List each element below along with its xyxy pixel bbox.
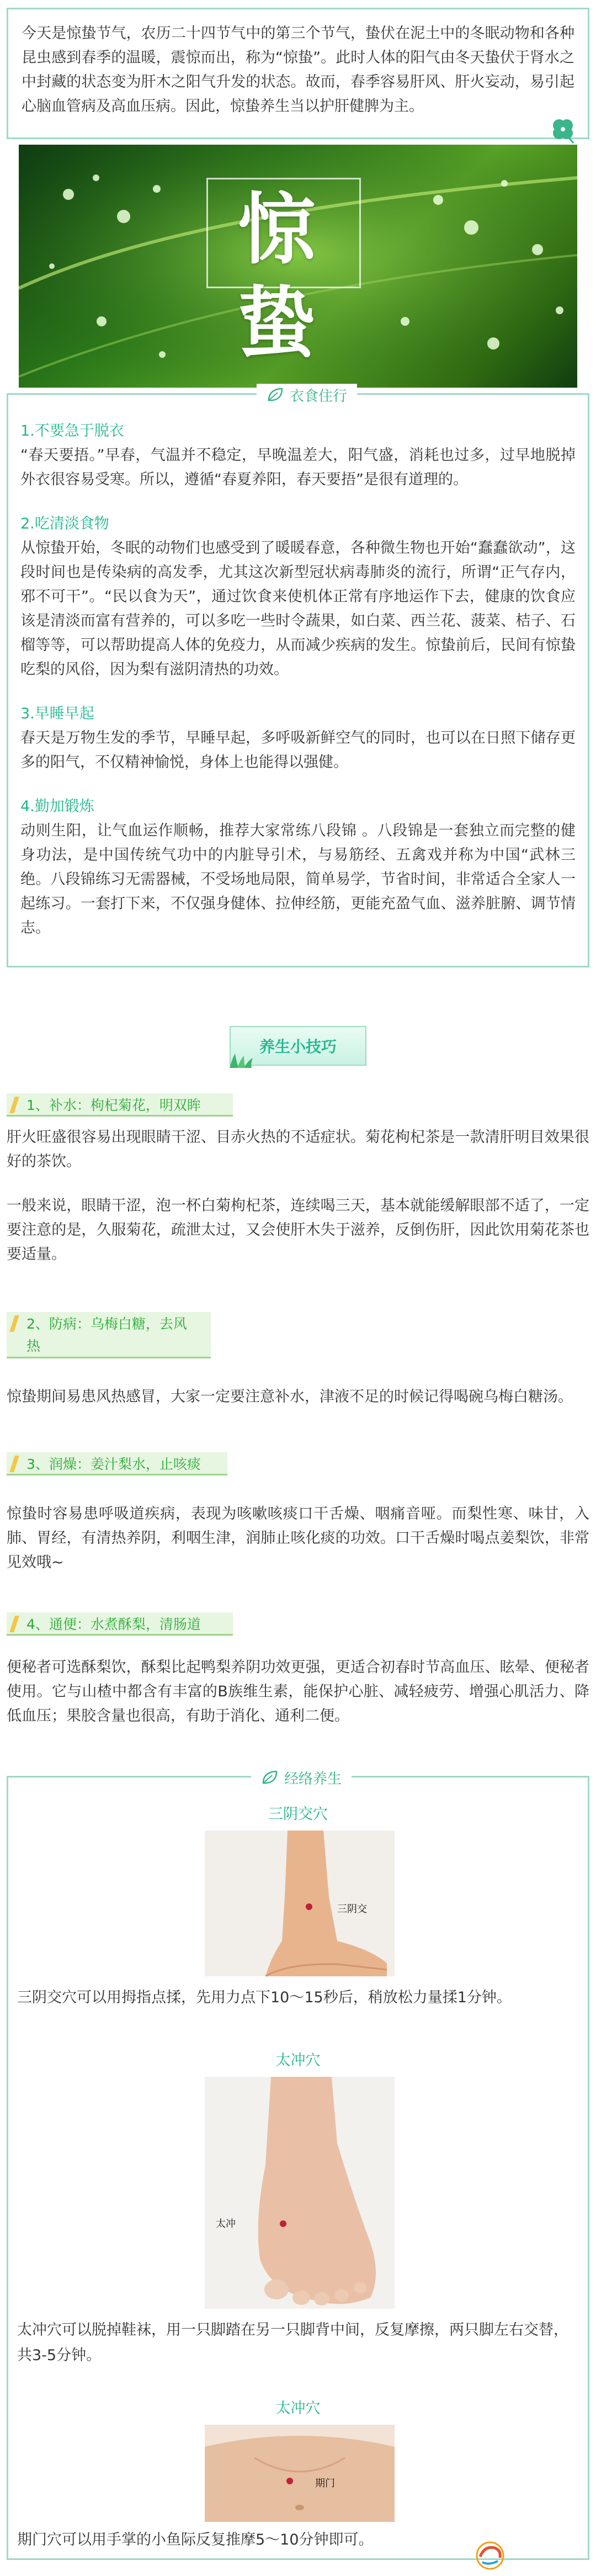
acupoint-marker — [286, 2478, 293, 2484]
tip-paragraph: 一般来说，眼睛干涩，泡一杯白菊枸杞茶，连续喝三天，基本就能缓解眼部不适了，一定要注意的是，久服菊花，疏泄太过，又会使肝木失于滋养，反倒伤肝，因此饮用菊花茶也要适量。 — [7, 1197, 589, 1263]
torso-photo — [205, 2425, 395, 2522]
tip-heading-text: 1、补水：枸杞菊花，明双眸 — [26, 1097, 201, 1113]
paragraph: “春天要捂。”早春，气温并不稳定，早晚温差大，阳气盛，消耗也过多，过早地脱掉外衣很容易受寒。所以，遵循“春夏养阳，春天要捂”是很有道理的。 — [20, 447, 576, 488]
paragraph: 动则生阳，让气血运作顺畅，推荐大家常练八段锦 。八段锦是一套独立而完整的健身功法，是中国传统气功中的内脏导引术，与易筋经、五禽戏并称为中国“武林三绝。八段锦练习无需器械，不受场地局限，简单易学，节省时间，非常适合全家人一起练习。一套打下来，不仅强身健体、拉伸经筋，更能充盈气血、滋养脏腑、调节情志。 — [20, 822, 576, 937]
tips-banner-label: 养生小技巧 — [259, 1038, 337, 1056]
tip-heading — [7, 1612, 233, 1636]
tip-paragraph: 便秘者可选酥梨饮，酥梨比起鸭梨养阴功效更强，更适合初春时节高血压、眩晕、便秘者使用。它与山楂中都含有丰富的B族维生素，能保护心脏、减轻疲劳、增强心肌活力、降低血压；果胶含量也很高，有助于消化、通利二便。 — [7, 1659, 589, 1725]
tips-banner — [230, 1026, 366, 1066]
tip-paragraph: 惊蛰时容易患呼吸道疾病，表现为咳嗽咳痰口干舌燥、咽痛音哑。而梨性寒、味甘，入肺、胃经，有清热养阴，利咽生津，润肺止咳化痰的功效。口干舌燥时喝点姜梨饮，非常见效哦~ — [7, 1505, 589, 1571]
clover-icon — [548, 114, 578, 144]
acupoint-description: 太冲穴可以脱掉鞋袜，用一只脚踏在另一只脚背中间，反复摩擦，两只脚左右交替，共3-5分钟。 — [17, 2321, 568, 2364]
section-tag-label: 经络养生 — [284, 1770, 342, 1787]
acupoint-title: 三阴交穴 — [268, 1806, 328, 1823]
acupoint-label: 期门 — [315, 2478, 335, 2489]
acupoint-description: 期门穴可以用手掌的小鱼际反复推摩5～10分钟即可。 — [17, 2531, 374, 2548]
subheading: 3.早睡早起 — [20, 705, 94, 722]
acupoint-title: 太冲穴 — [275, 2400, 321, 2417]
acupoint-section — [7, 1770, 589, 2560]
paragraph: 春天是万物生发的季节，早睡早起，多呼吸新鲜空气的同时，也可以在日照下储存更多的阳气，不仅精神愉悦，身体上也能得以强健。 — [20, 729, 576, 771]
logo-icon — [472, 2540, 508, 2571]
acupoint-marker — [306, 1903, 312, 1910]
tip-heading-text: 3、润燥：姜汁梨水，止咳痰 — [26, 1456, 201, 1472]
hero-banner — [19, 145, 577, 388]
tip-bar — [9, 1616, 19, 1632]
tip-heading — [7, 1312, 211, 1358]
subheading: 4.勤加锻炼 — [20, 798, 94, 815]
acupoint-description: 三阴交穴可以用拇指点揉，先用力点下10～15秒后，稍放松力量揉1分钟。 — [17, 1989, 512, 2006]
tip-heading-text: 4、通便：水煮酥梨，清肠道 — [26, 1616, 201, 1632]
paragraph: 从惊蛰开始，冬眠的动物们也感受到了暖暖春意，各种微生物也开始“蠢蠢欲动”，这段时间也是传染病的高发季，尤其这次新型冠状病毒肺炎的流行，所谓“正气存内，邪不可干”。“民以食为天”，通过饮食来使机体正常有序地运作下去，健康的饮食应该是清淡而富有营养的，可以多吃一些时令蔬果，如白菜、西兰花、菠菜、桔子、石榴等等，可以帮助提高人体的免疫力，从而减少疾病的发生。惊蛰前后，民间有惊蛰吃梨的风俗，因为梨有滋阴清热的功效。 — [20, 539, 576, 678]
section-tag-label: 衣食住行 — [290, 388, 348, 405]
tip-heading — [7, 1452, 227, 1475]
tip-paragraph: 惊蛰期间易患风热感冒，大家一定要注意补水，津液不足的时候记得喝碗乌梅白糖汤。 — [7, 1388, 573, 1405]
foot-photo — [205, 2077, 395, 2309]
tip-bar — [9, 1456, 19, 1472]
section-tag — [257, 384, 357, 406]
grass-icon — [227, 1052, 260, 1068]
tip-bar — [9, 1315, 19, 1332]
acupoint-title: 太冲穴 — [275, 2052, 321, 2069]
hero-title: 惊蛰 — [237, 185, 318, 369]
intro-box — [7, 8, 589, 139]
acupoint-marker — [280, 2220, 286, 2227]
tip-paragraph: 肝火旺盛很容易出现眼睛干涩、目赤火热的不适症状。菊花枸杞茶是一款清肝明目效果很好的茶饮。 — [7, 1129, 589, 1170]
acupoint-label: 太冲 — [216, 2218, 236, 2230]
subheading: 1.不要急于脱衣 — [20, 422, 124, 440]
leg-photo — [205, 1831, 395, 1976]
tip-heading — [7, 1093, 233, 1117]
tip-bar — [9, 1097, 19, 1113]
subheading: 2.吃清淡食物 — [20, 515, 109, 532]
intro-text: 今天是惊蛰节气，农历二十四节气中的第三个节气，蛰伏在泥土中的冬眠动物和各种昆虫感到春季的温暖，震惊而出，称为“惊蛰”。此时人体的阳气由冬天蛰伏于肾水之中封藏的状态变为肝木之阳气升发的状态。故而，春季容易肝风、肝火妄动，易引起心脑血管病及高血压病。因此，惊蛰养生当以护肝健脾为主。 — [22, 25, 574, 115]
acupoint-label: 三阴交 — [337, 1903, 367, 1915]
tip-heading-text: 热 — [26, 1338, 41, 1354]
tip-heading-text: 2、防病：乌梅白糖，去风 — [26, 1316, 187, 1332]
clothing-section — [7, 388, 589, 967]
leaf-icon — [261, 1770, 279, 1785]
section-tag — [251, 1766, 352, 1789]
leaf-icon — [267, 387, 284, 403]
